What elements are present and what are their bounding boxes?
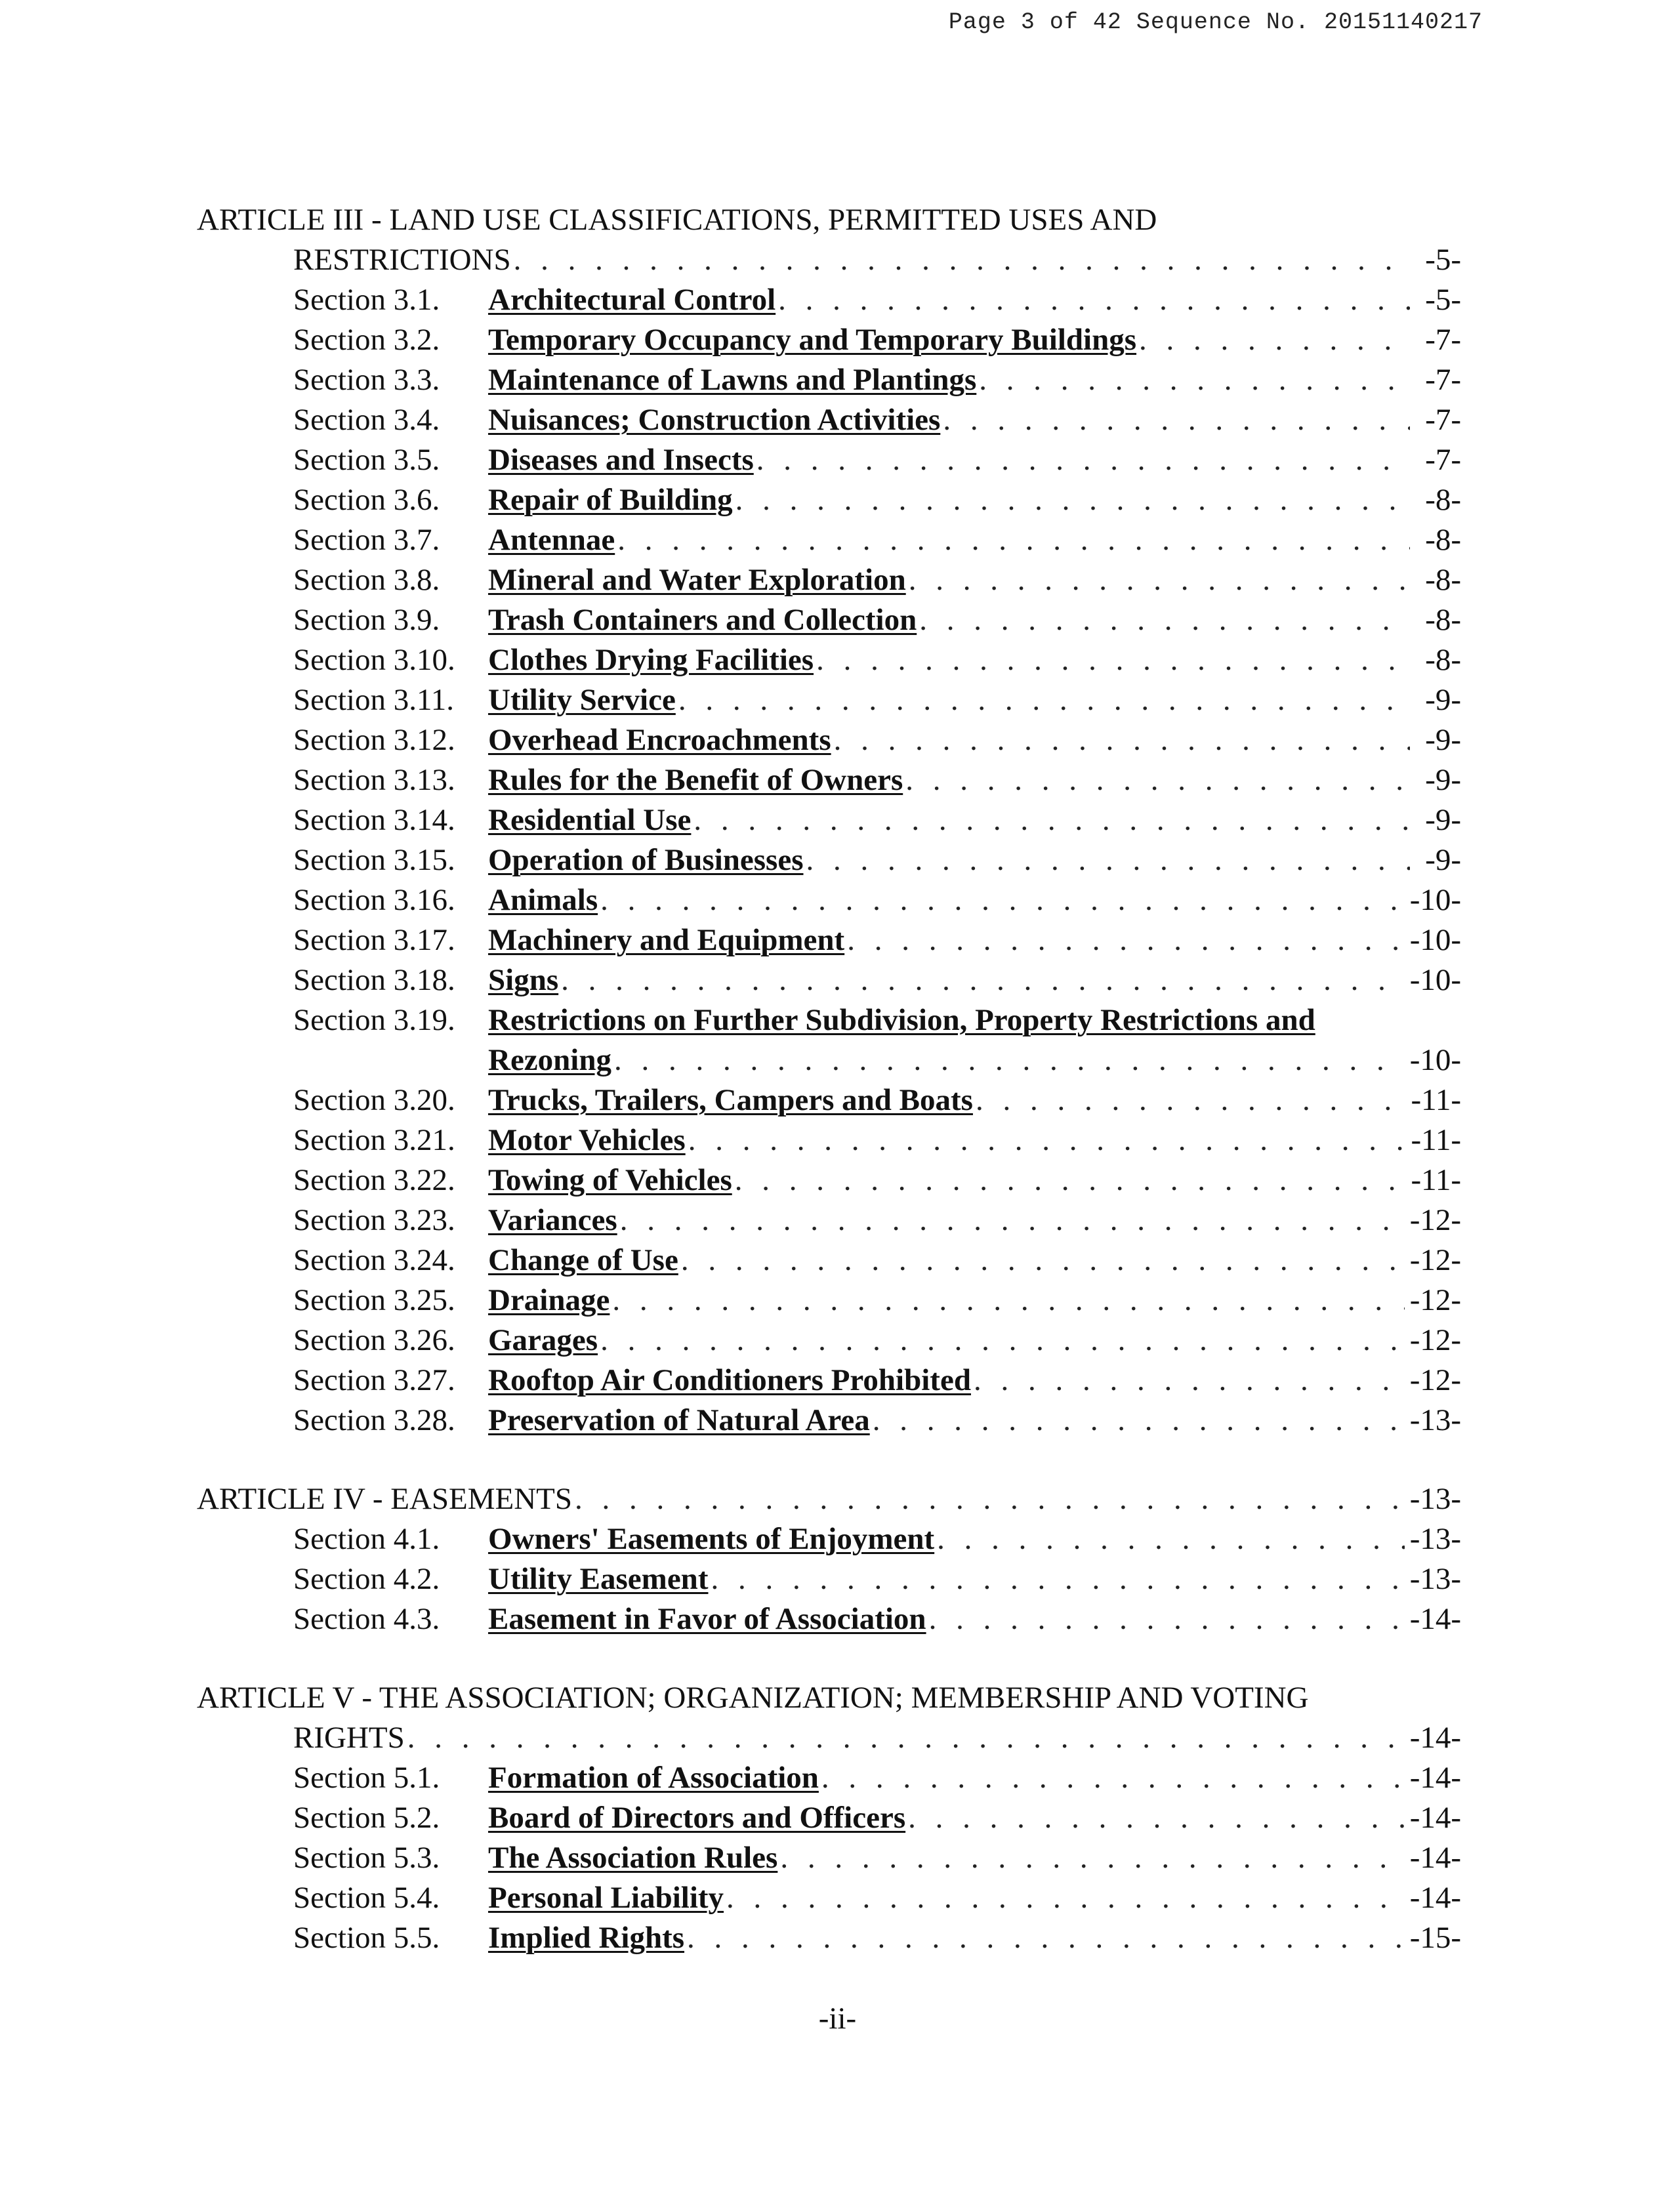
section-number: Section 5.1. [293,1761,440,1795]
section-number: Section 3.23. [293,1203,455,1237]
section-title[interactable]: Implied Rights [488,1921,685,1955]
dot-leader [873,1401,1405,1441]
toc-entry[interactable] [293,320,1461,360]
section-number: Section 3.16. [293,883,455,917]
page-footer-number: -ii- [818,2001,857,2036]
section-number: Section 4.3. [293,1602,440,1636]
section-title[interactable]: Architectural Control [488,283,776,317]
toc-entry[interactable] [293,1000,1461,1040]
page-number: -9- [1425,803,1461,837]
toc-entry[interactable] [293,1361,1461,1401]
page-number: -8- [1425,563,1461,597]
page-number: -7- [1425,363,1461,397]
section-number: Section 3.24. [293,1243,455,1277]
section-title[interactable]: Animals [488,883,598,917]
dot-leader [909,560,1410,600]
dot-leader [834,720,1410,760]
section-number: Section 3.20. [293,1083,455,1117]
article-title: ARTICLE IV - EASEMENTS [197,1482,573,1516]
page-number: -13- [1409,1482,1461,1516]
toc-entry[interactable] [293,960,1461,1000]
article-title: ARTICLE III - LAND USE CLASSIFICATIONS, PERMITTED USES AND [197,203,1157,237]
dot-leader [617,520,1410,560]
dot-leader [778,280,1410,320]
toc-entry[interactable] [293,1758,1461,1798]
toc-entry[interactable] [293,840,1461,880]
section-title[interactable]: Residential Use [488,803,692,837]
page-number: -12- [1409,1283,1461,1317]
section-title[interactable]: Rezoning [488,1043,611,1077]
page-number: -9- [1425,723,1461,757]
page-number: -14- [1409,1881,1461,1915]
section-number: Section 3.1. [293,283,440,317]
toc-entry[interactable] [293,800,1461,840]
page-number: -14- [1409,1801,1461,1835]
section-number: Section 3.7. [293,523,440,557]
dot-leader [407,1718,1405,1758]
section-title[interactable]: Overhead Encroachments [488,723,831,757]
page-number: -9- [1425,843,1461,877]
dot-leader [821,1758,1405,1798]
toc-entry[interactable] [293,280,1461,320]
section-number: Section 4.1. [293,1522,440,1556]
section-number: Section 3.15. [293,843,455,877]
dot-leader [756,440,1410,480]
dot-leader [974,1361,1405,1401]
toc-entry[interactable] [293,1120,1461,1160]
section-title[interactable]: Restrictions on Further Subdivision, Property Restrictions and [488,1003,1315,1037]
page-number: -12- [1409,1323,1461,1357]
toc-entry[interactable] [293,560,1461,600]
toc-entry[interactable] [293,760,1461,800]
dot-leader [943,400,1410,440]
toc-entry[interactable] [293,1240,1461,1280]
toc-entry[interactable] [293,880,1461,920]
dot-leader [514,240,1410,280]
dot-leader [600,880,1405,920]
page-number: -10- [1409,1043,1461,1077]
toc-entry[interactable] [293,1401,1461,1441]
page-number: -7- [1425,443,1461,477]
page-number: -13- [1409,1403,1461,1437]
dot-leader [600,1321,1405,1361]
dot-leader [780,1838,1404,1878]
section-number: Section 3.6. [293,483,440,517]
page-number: -9- [1425,683,1461,717]
dot-leader [688,1120,1406,1160]
dot-leader [711,1559,1404,1599]
page-number: -12- [1409,1243,1461,1277]
dot-leader [735,480,1410,520]
section-title[interactable]: Utility Easement [488,1562,709,1596]
section-number: Section 3.17. [293,923,455,957]
dot-leader [575,1479,1405,1519]
page-number: -8- [1425,603,1461,637]
section-title[interactable]: Signs [488,963,559,997]
section-title[interactable]: Mineral and Water Exploration [488,563,906,597]
dot-leader [976,1080,1405,1120]
section-title[interactable]: Nuisances; Construction Activities [488,403,941,437]
section-number: Section 3.18. [293,963,455,997]
toc-entry-continued[interactable] [293,1040,1461,1080]
section-number: Section 3.13. [293,763,455,797]
dot-leader [847,920,1405,960]
page-number: -10- [1409,963,1461,997]
toc-entry[interactable] [293,1519,1461,1559]
section-number: Section 3.27. [293,1363,455,1397]
page-number: -14- [1409,1841,1461,1875]
section-title[interactable]: Garages [488,1323,598,1357]
section-number: Section 3.22. [293,1163,455,1197]
section-title[interactable]: Formation of Association [488,1761,819,1795]
page-number: -7- [1425,323,1461,357]
section-title[interactable]: Owners' Easements of Enjoyment [488,1522,935,1556]
page-number: -8- [1425,643,1461,677]
section-title[interactable]: Clothes Drying Facilities [488,643,814,677]
page-number: -10- [1409,923,1461,957]
page-number: -11- [1411,1083,1461,1117]
section-title[interactable]: The Association Rules [488,1841,778,1875]
section-number: Section 5.3. [293,1841,440,1875]
page-number: -12- [1409,1203,1461,1237]
toc-entry[interactable] [293,1559,1461,1599]
page-number: -12- [1409,1363,1461,1397]
section-number: Section 3.10. [293,643,455,677]
section-number: Section 4.2. [293,1562,440,1596]
section-title[interactable]: Diseases and Insects [488,443,754,477]
section-title[interactable]: Maintenance of Lawns and Plantings [488,363,977,397]
section-title[interactable]: Board of Directors and Officers [488,1801,906,1835]
dot-leader [561,960,1405,1000]
toc-entry[interactable] [293,400,1461,440]
section-title[interactable]: Change of Use [488,1243,678,1277]
page-number: -8- [1425,483,1461,517]
dot-leader [806,840,1411,880]
toc-entry[interactable] [293,680,1461,720]
dot-leader [929,1599,1405,1639]
toc-entry[interactable] [293,1878,1461,1918]
dot-leader [979,360,1410,400]
dot-leader [612,1280,1404,1321]
section-number: Section 5.2. [293,1801,440,1835]
section-number: Section 3.11. [293,683,454,717]
page-number: -5- [1425,283,1461,317]
section-title[interactable]: Repair of Building [488,483,733,517]
dot-leader [614,1040,1405,1080]
page-number: -9- [1425,763,1461,797]
dot-leader [681,1240,1405,1280]
dot-leader [1139,320,1410,360]
toc-entry[interactable] [293,1838,1461,1878]
page-number: -7- [1425,403,1461,437]
section-number: Section 3.12. [293,723,455,757]
section-number: Section 3.21. [293,1123,455,1157]
dot-leader [620,1200,1405,1240]
toc-entry[interactable] [293,1918,1461,1958]
section-title[interactable]: Operation of Businesses [488,843,804,877]
section-title[interactable]: Rooftop Air Conditioners Prohibited [488,1363,971,1397]
article-title-row[interactable] [197,1479,1461,1519]
section-title[interactable]: Personal Liability [488,1881,724,1915]
page-number: -14- [1409,1721,1461,1755]
toc-entry[interactable] [293,440,1461,480]
toc-entry[interactable] [293,480,1461,520]
page-number: -13- [1409,1522,1461,1556]
section-number: Section 3.19. [293,1003,455,1037]
section-number: Section 3.25. [293,1283,455,1317]
page-number: -5- [1425,243,1461,277]
toc-entry[interactable] [293,1321,1461,1361]
toc-entry[interactable] [293,720,1461,760]
page-number: -13- [1409,1562,1461,1596]
section-number: Section 3.2. [293,323,440,357]
toc-entry[interactable] [293,1200,1461,1240]
dot-leader [937,1519,1405,1559]
dot-leader [908,1798,1405,1838]
article-title-continued [293,240,1461,280]
section-title[interactable]: Motor Vehicles [488,1123,686,1157]
section-title[interactable]: Towing of Vehicles [488,1163,732,1197]
section-number: Section 3.8. [293,563,440,597]
page-number: -11- [1411,1163,1461,1197]
section-number: Section 3.4. [293,403,440,437]
section-number: Section 3.5. [293,443,440,477]
page-number: -8- [1425,523,1461,557]
toc-entry[interactable] [293,1280,1461,1321]
section-title[interactable]: Utility Service [488,683,676,717]
toc-entry[interactable] [293,1080,1461,1120]
dot-leader [905,760,1410,800]
dot-leader [919,600,1410,640]
article-title-continued [293,1718,1461,1758]
article-title-line2: RIGHTS [293,1721,405,1755]
section-title[interactable]: Variances [488,1203,617,1237]
page-number: -15- [1409,1921,1461,1955]
section-title[interactable]: Rules for the Benefit of Owners [488,763,903,797]
toc-entry[interactable] [293,520,1461,560]
section-title[interactable]: Easement in Favor of Association [488,1602,926,1636]
page-number: -14- [1409,1761,1461,1795]
article-title: ARTICLE V - THE ASSOCIATION; ORGANIZATION; MEMBERSHIP AND VOTING [197,1681,1309,1715]
section-title[interactable]: Preservation of Natural Area [488,1403,870,1437]
section-number: Section 3.26. [293,1323,455,1357]
toc-entry[interactable] [293,920,1461,960]
page-number: -10- [1409,883,1461,917]
toc-entry[interactable] [293,360,1461,400]
toc-entry[interactable] [293,1599,1461,1639]
dot-leader [735,1160,1406,1200]
page-number: -14- [1409,1602,1461,1636]
section-title[interactable]: Machinery and Equipment [488,923,845,957]
dot-leader [678,680,1410,720]
dot-leader [687,1918,1405,1958]
page-number: -11- [1411,1123,1461,1157]
article-title-line2: RESTRICTIONS [293,243,511,277]
toc-entry[interactable] [293,1160,1461,1200]
section-number: Section 5.5. [293,1921,440,1955]
toc-entry[interactable] [293,600,1461,640]
dot-leader [693,800,1410,840]
section-number: Section 3.9. [293,603,440,637]
section-number: Section 3.28. [293,1403,455,1437]
page-header: Page 3 of 42 Sequence No. 20151140217 [948,9,1483,35]
section-title[interactable]: Antennae [488,523,615,557]
dot-leader [816,640,1410,680]
section-title[interactable]: Trucks, Trailers, Campers and Boats [488,1083,973,1117]
section-title[interactable]: Trash Containers and Collection [488,603,917,637]
section-title[interactable]: Drainage [488,1283,610,1317]
dot-leader [726,1878,1405,1918]
toc-entry[interactable] [293,640,1461,680]
section-number: Section 3.14. [293,803,455,837]
section-number: Section 3.3. [293,363,440,397]
toc-entry[interactable] [293,1798,1461,1838]
section-title[interactable]: Temporary Occupancy and Temporary Buildings [488,323,1137,357]
section-number: Section 5.4. [293,1881,440,1915]
